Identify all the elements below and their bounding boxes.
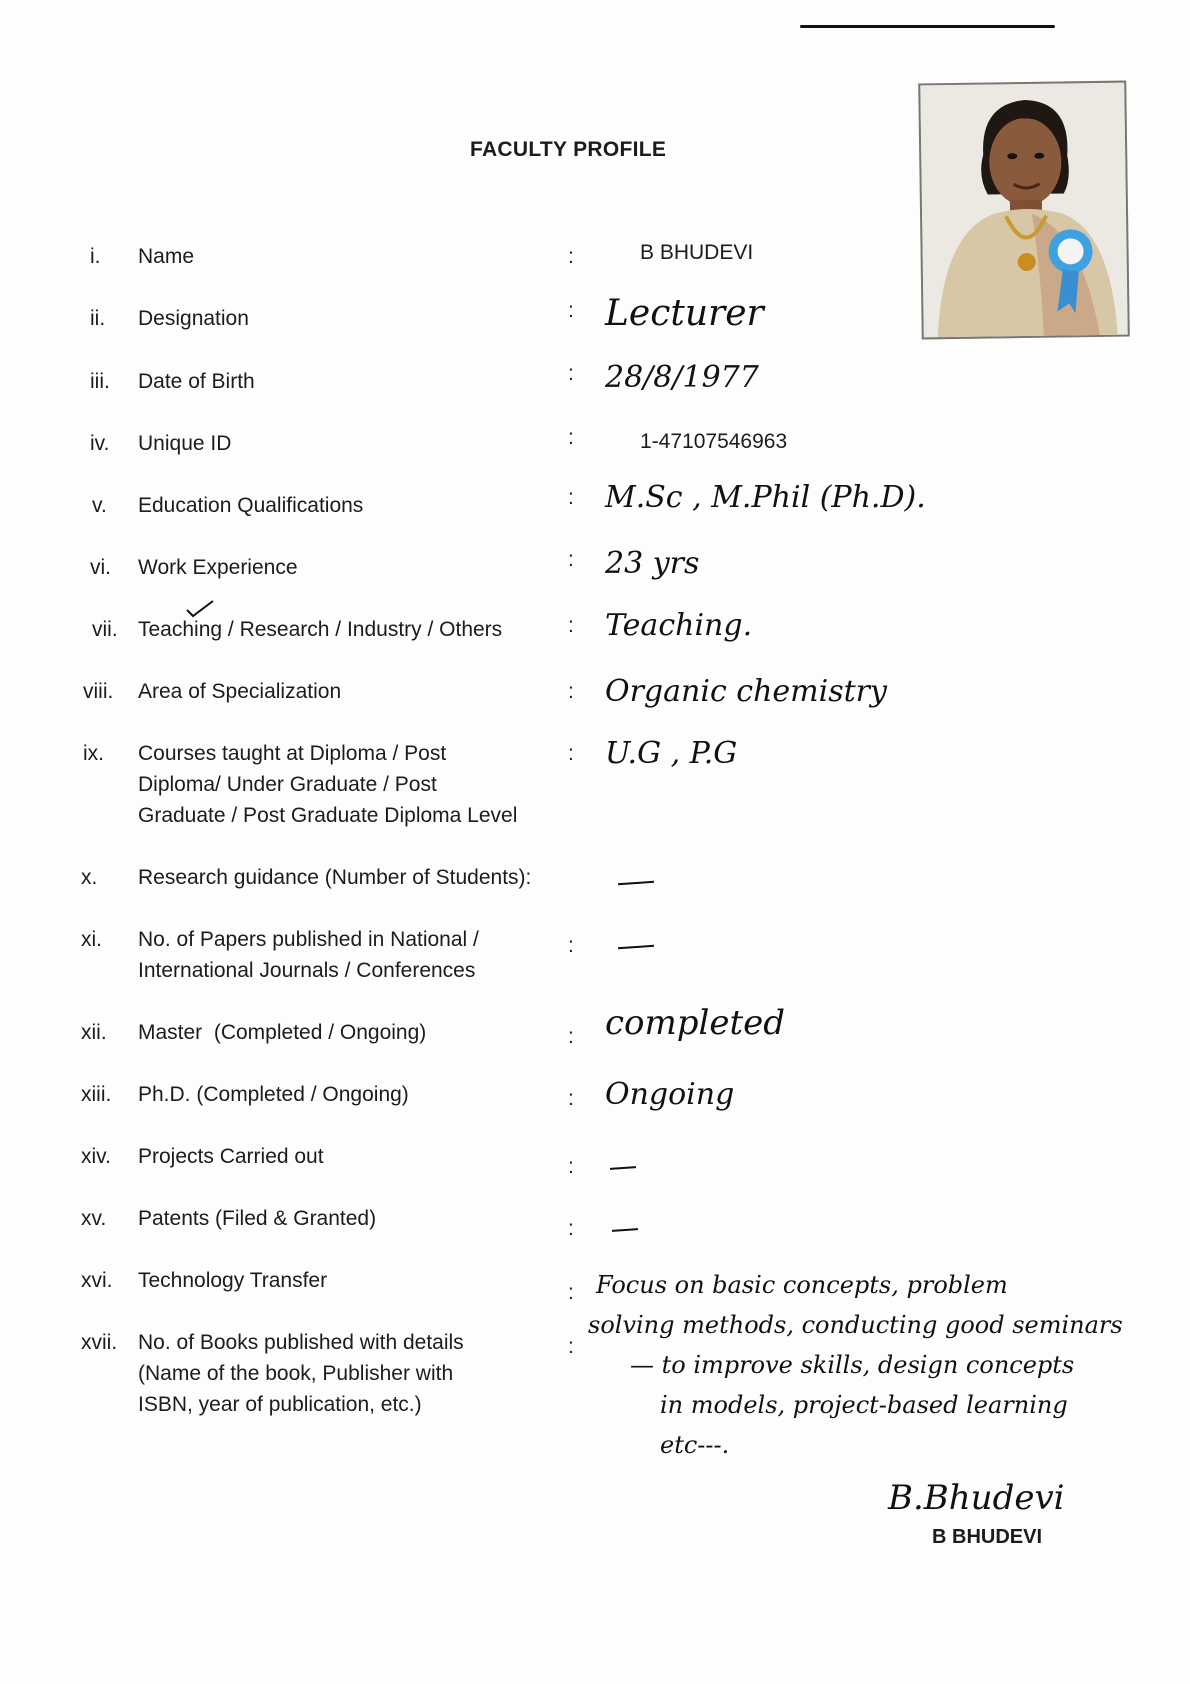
- colon-separator: :: [568, 362, 574, 385]
- row-number: x.: [81, 866, 98, 889]
- field-label: Work Experience: [138, 556, 298, 579]
- colon-separator: :: [568, 1217, 574, 1240]
- field-label-line-3: ISBN, year of publication, etc.): [138, 1393, 422, 1416]
- field-value-handwritten: M.Sc , M.Phil (Ph.D).: [605, 480, 926, 515]
- field-value-handwritten: Lecturer: [605, 293, 764, 334]
- remarks-line: etc---.: [660, 1431, 730, 1459]
- field-value-handwritten: Teaching.: [605, 608, 753, 643]
- field-label: Name: [138, 245, 195, 268]
- row-number: iii.: [90, 370, 110, 393]
- field-label: Teaching / Research / Industry / Others: [138, 618, 503, 641]
- row-number: xiii.: [81, 1083, 112, 1106]
- remarks-line: solving methods, conducting good seminars: [588, 1311, 1123, 1339]
- row-number: xvi.: [81, 1269, 113, 1292]
- colon-separator: :: [568, 245, 574, 268]
- field-label: No. of Papers published in National /: [138, 928, 479, 951]
- profile-photo: [918, 81, 1130, 340]
- colon-separator: :: [568, 1025, 574, 1048]
- field-value-typed: B BHUDEVI: [640, 241, 754, 264]
- colon-separator: :: [568, 1155, 574, 1178]
- row-number: viii.: [83, 680, 114, 703]
- field-label: Patents (Filed & Granted): [138, 1207, 377, 1230]
- signature-handwritten: B.Bhudevi: [888, 1478, 1065, 1518]
- row-number: xvii.: [81, 1331, 118, 1354]
- remarks-line: in models, project-based learning: [660, 1391, 1068, 1419]
- colon-separator: :: [568, 548, 574, 571]
- field-label-line-2: International Journals / Conferences: [138, 959, 476, 982]
- top-rule-line: [800, 25, 1055, 28]
- portrait-image: [920, 83, 1127, 338]
- field-label: Master (Completed / Ongoing): [138, 1021, 427, 1044]
- field-label: Date of Birth: [138, 370, 255, 393]
- row-number: xi.: [81, 928, 102, 951]
- colon-separator: :: [568, 1087, 574, 1110]
- handwritten-remarks: [590, 1265, 1180, 1465]
- row-number: v.: [92, 494, 107, 517]
- colon-separator: :: [568, 680, 574, 703]
- field-value-handwritten: U.G , P.G: [605, 736, 738, 771]
- field-label-line-2: Diploma/ Under Graduate / Post: [138, 773, 437, 796]
- field-value-handwritten: 28/8/1977: [605, 360, 759, 395]
- field-label: No. of Books published with details: [138, 1331, 464, 1354]
- field-value-dash: [612, 1228, 638, 1232]
- field-label-line-3: Graduate / Post Graduate Diploma Level: [138, 804, 518, 827]
- remarks-line: Focus on basic concepts, problem: [596, 1271, 1008, 1299]
- field-value-handwritten: 23 yrs: [605, 546, 700, 581]
- row-number: ii.: [90, 307, 106, 330]
- colon-separator: :: [568, 1281, 574, 1304]
- field-value-handwritten: Organic chemistry: [605, 674, 887, 709]
- colon-separator: :: [568, 486, 574, 509]
- signature-name: B BHUDEVI: [932, 1526, 1043, 1548]
- row-number: vi.: [90, 556, 111, 579]
- field-value-dash: [618, 945, 654, 950]
- row-number: xv.: [81, 1207, 107, 1230]
- field-label: Technology Transfer: [138, 1269, 328, 1292]
- remarks-line: — to improve skills, design concepts: [630, 1351, 1075, 1379]
- field-label: Unique ID: [138, 432, 232, 455]
- field-label: Research guidance (Number of Students):: [138, 866, 532, 889]
- row-number: iv.: [90, 432, 110, 455]
- colon-separator: :: [568, 299, 574, 322]
- field-label-line-2: (Name of the book, Publisher with: [138, 1362, 454, 1385]
- field-value-typed: 1-47107546963: [640, 430, 788, 453]
- field-label: Projects Carried out: [138, 1145, 324, 1168]
- field-value-dash: [618, 881, 654, 886]
- page-title: FACULTY PROFILE: [470, 138, 667, 161]
- field-value-handwritten: completed: [605, 1003, 786, 1043]
- field-value-handwritten: Ongoing: [605, 1077, 735, 1112]
- colon-separator: :: [568, 426, 574, 449]
- field-label: Area of Specialization: [138, 680, 342, 703]
- colon-separator: :: [568, 742, 574, 765]
- row-number: i.: [90, 245, 101, 268]
- colon-separator: :: [568, 934, 574, 957]
- field-label: Ph.D. (Completed / Ongoing): [138, 1083, 409, 1106]
- field-label: Courses taught at Diploma / Post: [138, 742, 447, 765]
- colon-separator: :: [568, 1335, 574, 1358]
- field-value-dash: [610, 1166, 636, 1170]
- row-number: vii.: [92, 618, 118, 641]
- row-number: ix.: [83, 742, 104, 765]
- field-label: Education Qualifications: [138, 494, 364, 517]
- row-number: xii.: [81, 1021, 107, 1044]
- field-label: Designation: [138, 307, 249, 330]
- colon-separator: :: [568, 614, 574, 637]
- row-number: xiv.: [81, 1145, 111, 1168]
